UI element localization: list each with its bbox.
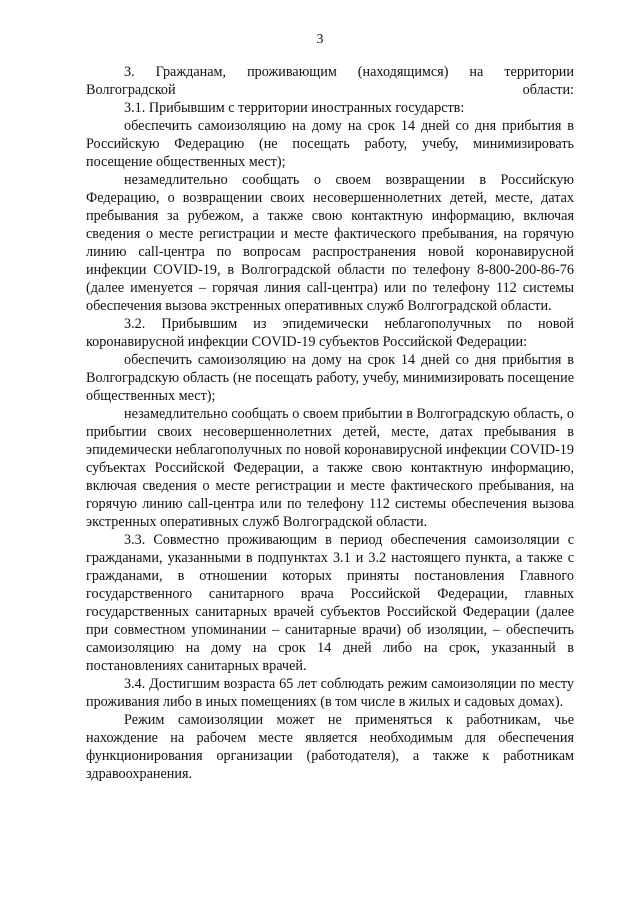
paragraph-3-3: 3.3. Совместно проживающим в период обеспечения самоизоляции с гражданами, указанными в подпунктах 3.1 и 3.2 настоящего пункта, а также с гражданами, в отношении которых приняты постановления Главного государственного санитарного врача Российской Федерации, главных государственных санитарных врачей субъектов Российской Федерации (далее при совместном упоминании – санитарные врачи) об изоляции, – обеспечить самоизоляцию на дому на срок 14 дней либо на срок, указанный в постановлениях санитарных врачей.: [86, 532, 574, 674]
paragraph-3-1: 3.1. Прибывшим с территории иностранных государств:: [124, 100, 465, 116]
paragraph-3: 3. Гражданам, проживающим (находящимся) на территории Волгоградской области:: [86, 64, 574, 98]
paragraph-3-2: 3.2. Прибывшим из эпидемически неблагополучных по новой коронавирусной инфекции COVID-19 субъектов Российской Федерации:: [86, 316, 574, 350]
paragraph-3-1-report: незамедлительно сообщать о своем возвращении в Российскую Федерацию, о возвращении своих несовершеннолетних детей, месте, датах пребывания за рубежом, а также свою контактную информацию, включая сведения о месте регистрации и месте фактического пребывания, на горячую линию call-центра по вопросам распространения новой коронавирусной инфекции COVID-19, в Волгоградской области по телефону 8-800-200-86-76 (далее именуется – горячая линия call-центра) или по телефону 112 системы обеспечения вызова экстренных оперативных служб Волгоградской области.: [86, 172, 574, 314]
paragraph-exemption: Режим самоизоляции может не применяться к работникам, чье нахождение на рабочем месте является необходимым для обеспечения функционирования организации (работодателя), а также к работникам здравоохранения.: [86, 712, 574, 782]
paragraph-3-4: 3.4. Достигшим возраста 65 лет соблюдать режим самоизоляции по месту проживания либо в иных помещениях (в том числе в жилых и садовых домах).: [86, 676, 574, 710]
paragraph-3-1-self-isolation: обеспечить самоизоляцию на дому на срок 14 дней со дня прибытия в Российскую Федерацию (не посещать работу, учебу, минимизировать посещение общественных мест);: [86, 118, 574, 170]
paragraph-3-2-report: незамедлительно сообщать о своем прибытии в Волгоградскую область, о прибытии своих несовершеннолетних детей, месте, датах пребывания в эпидемически неблагополучных по новой коронавирусной инфекции COVID-19 субъектах Российской Федерации, а также свою контактную информацию, включая сведения о месте регистрации и месте фактического пребывания, на горячую линию call-центра или по телефону 112 системы обеспечения вызова экстренных оперативных служб Волгоградской области.: [86, 406, 574, 530]
page-number: 3: [316, 32, 324, 47]
paragraph-3-2-self-isolation: обеспечить самоизоляцию на дому на срок 14 дней со дня прибытия в Волгоградскую область (не посещать работу, учебу, минимизировать посещение общественных мест);: [86, 352, 574, 404]
document-body: [86, 63, 574, 783]
